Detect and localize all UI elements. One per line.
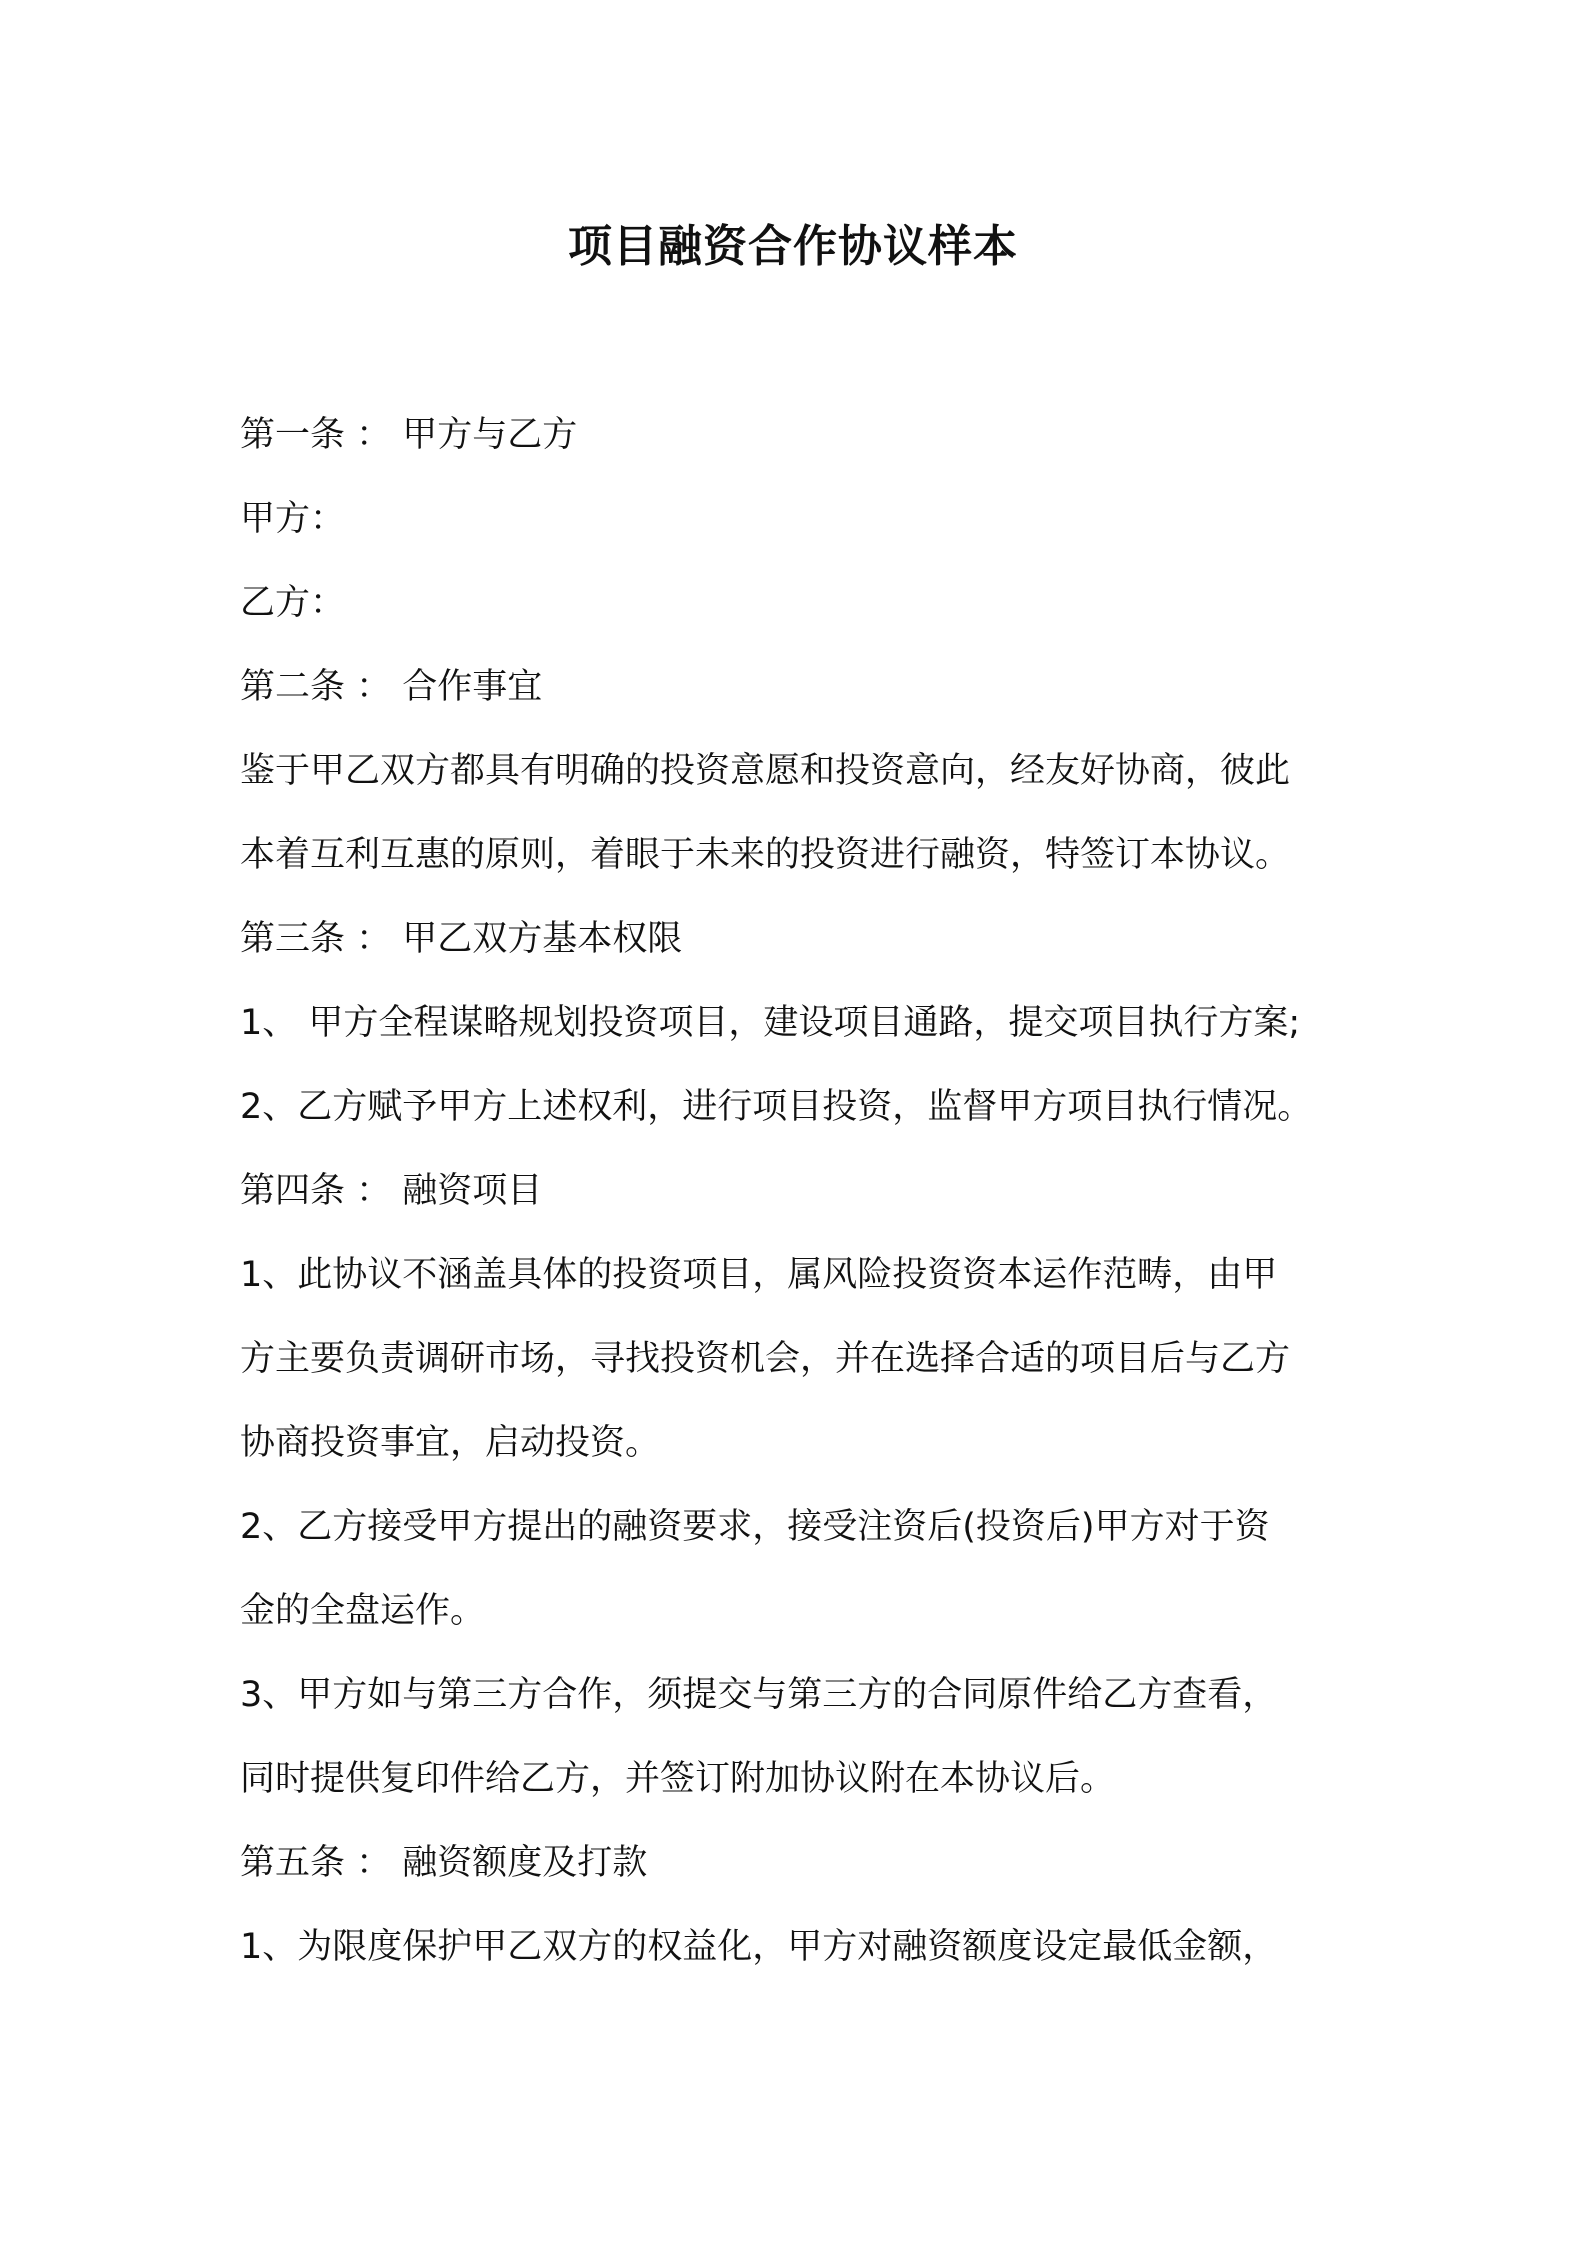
article-4-item-2-line: 金的全盘运作。 [240, 1591, 486, 1631]
article-2-heading: 第二条 ： 合作事宜 [240, 667, 543, 707]
article-4-item-1-line: 1、此协议不涵盖具体的投资项目，属风险投资资本运作范畴，由甲 [240, 1255, 1278, 1295]
party-a-line: 甲方： [240, 499, 346, 539]
article-4-item-3-line: 同时提供复印件给乙方，并签订附加协议附在本协议后。 [240, 1759, 1116, 1799]
article-1-heading: 第一条 ： 甲方与乙方 [240, 415, 578, 455]
party-b-line: 乙方： [240, 583, 346, 623]
article-4-heading: 第四条 ： 融资项目 [240, 1171, 543, 1211]
document-title: 项目融资合作协议样本 [568, 221, 1018, 272]
article-4-item-3-line: 3、甲方如与第三方合作，须提交与第三方的合同原件给乙方查看， [240, 1675, 1278, 1715]
article-4-item-1-line: 方主要负责调研市场，寻找投资机会，并在选择合适的项目后与乙方 [240, 1339, 1291, 1379]
article-4-item-2-line: 2、乙方接受甲方提出的融资要求，接受注资后(投资后)甲方对于资 [240, 1507, 1270, 1547]
article-3-item-2: 2、乙方赋予甲方上述权利，进行项目投资，监督甲方项目执行情况。 [240, 1087, 1313, 1127]
article-3-heading: 第三条 ： 甲乙双方基本权限 [240, 919, 683, 959]
article-2-text-line: 鉴于甲乙双方都具有明确的投资意愿和投资意向，经友好协商，彼此 [240, 751, 1291, 791]
article-3-item-1: 1、 甲方全程谋略规划投资项目，建设项目通路，提交项目执行方案; [240, 1003, 1301, 1043]
article-5-item-1-line: 1、为限度保护甲乙双方的权益化，甲方对融资额度设定最低金额， [240, 1927, 1278, 1967]
article-2-text-line: 本着互利互惠的原则，着眼于未来的投资进行融资，特签订本协议。 [240, 835, 1291, 875]
article-4-item-1-line: 协商投资事宜，启动投资。 [240, 1423, 661, 1463]
article-5-heading: 第五条 ： 融资额度及打款 [240, 1843, 648, 1883]
